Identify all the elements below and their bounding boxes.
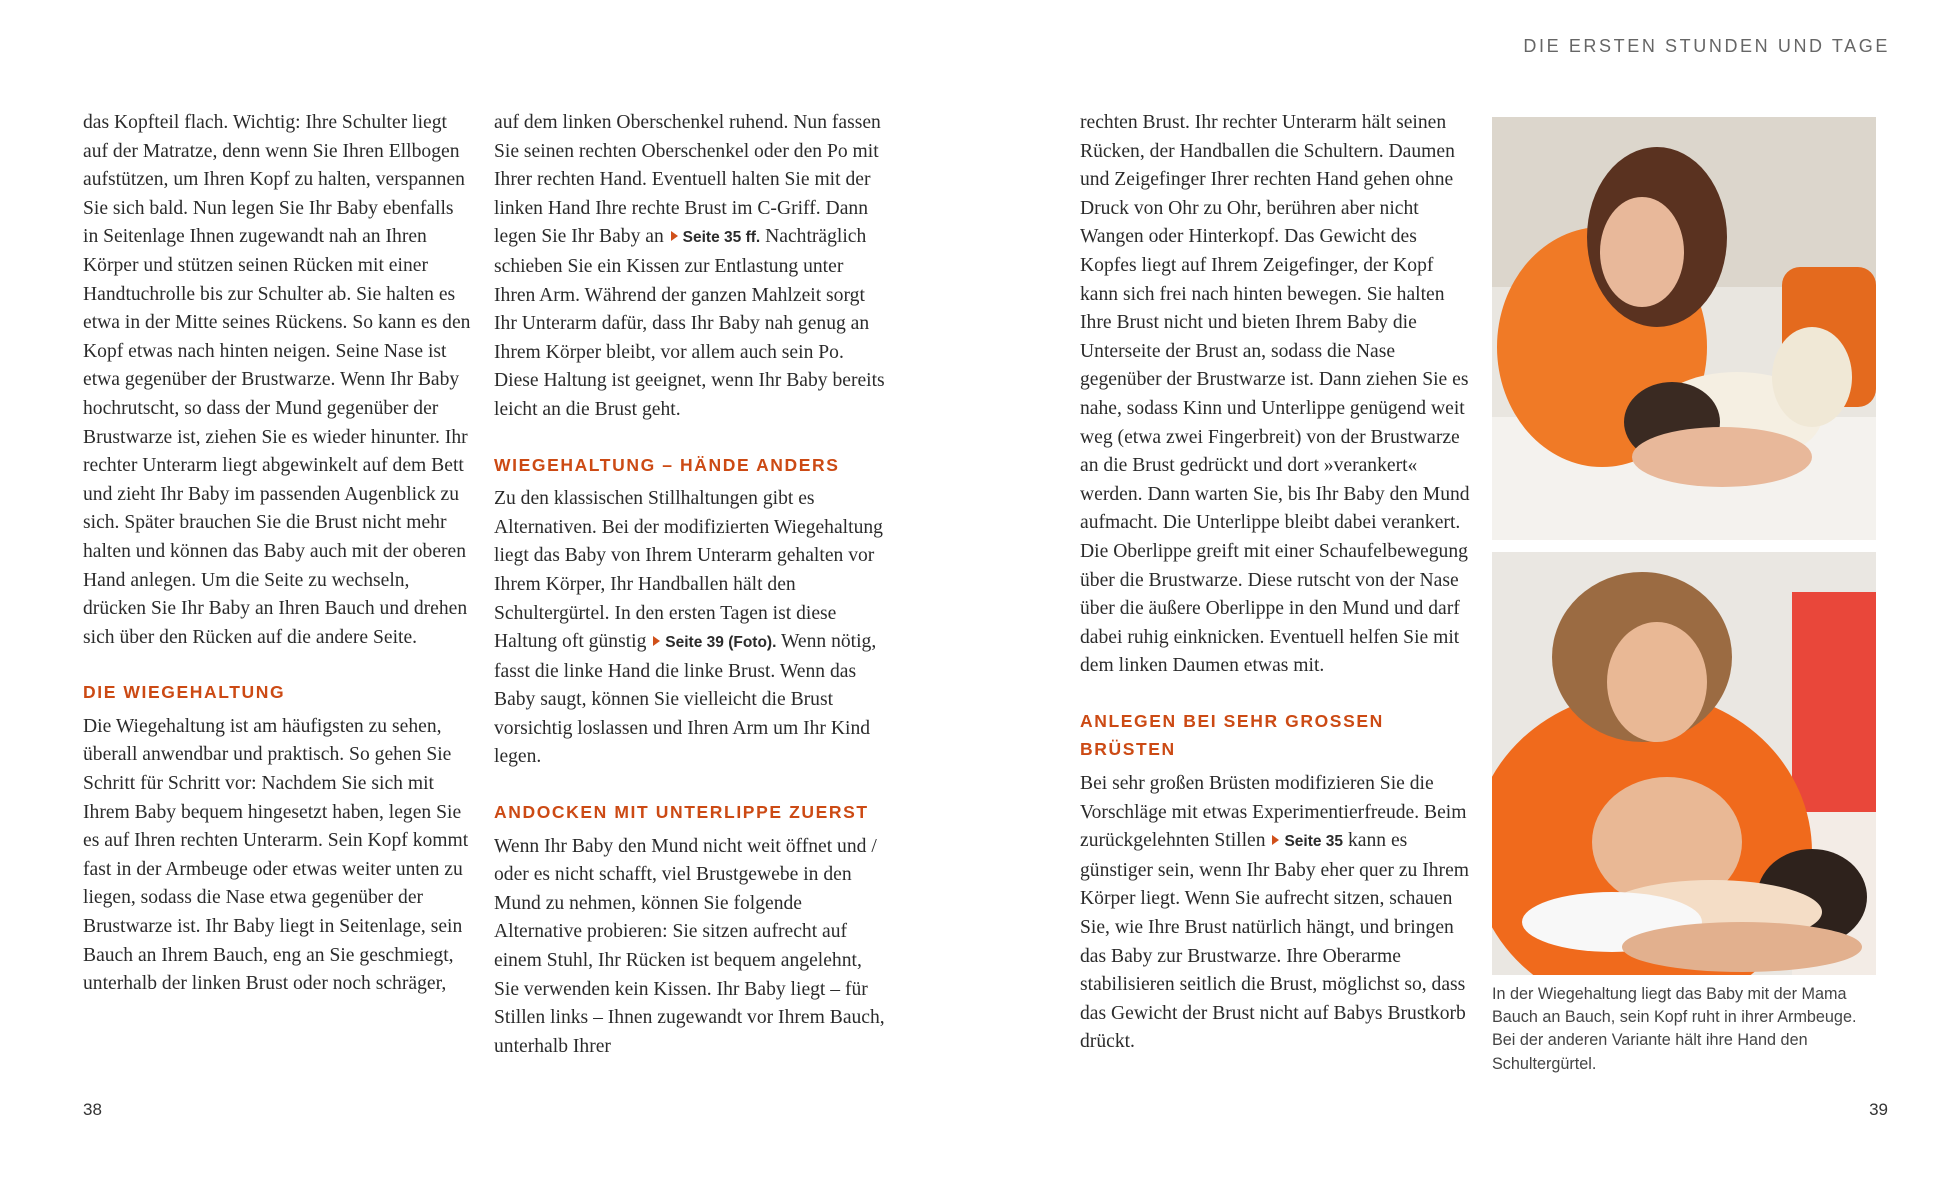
arrow-right-icon <box>1272 835 1279 845</box>
paragraph-text: Wenn nötig, fasst die linke Hand die linke Brust. Wenn das Baby saugt, können Sie vielleicht die Brust vorsichtig loslassen und Ihren Arm um Ihr Kind legen. <box>494 631 877 768</box>
mother-breastfeeding-image <box>1492 552 1876 975</box>
page-number-right: 39 <box>1869 1100 1888 1119</box>
paragraph-text: Nachträglich schieben Sie ein Kissen zur Entlastung unter Ihren Arm. Während der ganzen Mahlzeit sorgt Ihr Unterarm dafür, dass Ihr Baby nah genug an Ihrem Körper bleibt, vor allem auch sein Po. Diese Haltung ist geeignet, wenn Ihr Baby bereits leicht an die Brust geht. <box>494 226 885 420</box>
paragraph <box>1080 770 1472 1057</box>
section-heading: WIEGEHALTUNG – HÄNDE ANDERS <box>494 454 840 475</box>
photo-caption: In der Wiegehaltung liegt das Baby mit der Mama Bauch an Bauch, sein Kopf ruht in ihrer Armbeuge. Bei der anderen Variante hält ihre Hand den Schultergürtel. <box>1492 985 1857 1073</box>
paragraph: das Kopfteil flach. Wichtig: Ihre Schulter liegt auf der Matratze, denn wenn Sie Ihren Ellbogen aufstützen, um Ihren Kopf zu halten, verspannen Sie sich bald. Nun legen Sie Ihr Baby ebenfalls in Seitenlage Ihnen zugewandt nah an Ihren Körper und stützen seinen Rücken mit einer Handtuchrolle bis zur Schulter ab. Sie halten es etwa in der Mitte seines Rückens. So kann es den Kopf etwas nach hinten neigen. Seine Nase ist etwa gegenüber der Brustwarze. Wenn Ihr Baby hochrutscht, so dass der Mund gegenüber der Brustwarze ist, ziehen Sie es wieder hinunter. Ihr rechter Unterarm liegt abgewinkelt auf dem Bett und zieht Ihr Baby im passenden Augenblick zu sich. Später brauchen Sie die Brust nicht mehr halten und können das Baby auch mit der oberen Hand anlegen. Um die Seite zu wechseln, drücken Sie Ihr Baby an Ihren Bauch und drehen sich über den Rücken auf die andere Seite. <box>83 112 471 648</box>
section-heading: ANLEGEN BEI SEHR GROSSEN BRÜSTEN <box>1080 710 1384 760</box>
page-reference-link[interactable]: Seite 35 <box>1284 833 1344 851</box>
paragraph-text: Bei sehr großen Brüsten modifizieren Sie die Vorschläge mit etwas Experimentierfreude. Beim zurückgelehnten Stillen <box>1080 773 1467 852</box>
running-header: DIE ERSTEN STUNDEN UND TAGE <box>1523 36 1890 56</box>
page-reference-link[interactable]: Seite 39 (Foto). <box>665 634 777 652</box>
arrow-right-icon <box>671 231 678 241</box>
mother-breastfeeding-image <box>1492 117 1876 540</box>
section-heading: ANDOCKEN MIT UNTERLIPPE ZUERST <box>494 802 869 823</box>
paragraph-text: auf dem linken Oberschenkel ruhend. Nun fassen Sie seinen rechten Oberschenkel oder den Po mit Ihrer rechten Hand. Eventuell halten Sie mit der linken Hand Ihre rechte Brust im C-Griff. Dann legen Sie Ihr Baby an <box>494 112 881 248</box>
page-number-left: 38 <box>83 1100 102 1119</box>
text-column-left <box>83 109 473 999</box>
paragraph: Die Wiegehaltung ist am häufigsten zu sehen, überall anwendbar und praktisch. So gehen Sie Schritt für Schritt vor: Nachdem Sie sich mit Ihrem Baby bequem hingesetzt haben, legen Sie es auf Ihren rechten Unterarm. Sein Kopf kommt fast in der Armbeuge oder etwas weiter unten zu liegen, sodass die Nase etwa gegenüber der Brustwarze ist. Ihr Baby liegt in Seitenlage, sein Bauch an Ihrem Bauch, eng an Sie geschmiegt, unterhalb der linken Brust oder noch schräger, <box>83 715 469 995</box>
arrow-right-icon <box>653 636 660 646</box>
paragraph-text: kann es günstiger sein, wenn Ihr Baby eher quer zu Ihrem Körper liegt. Wenn Sie aufrecht sitzen, schauen Sie, wie Ihre Brust natürlich hängt, und bringen das Baby zur Brustwarze. Ihre Oberarme stabilisieren seitlich die Brust, möglichst so, dass das Gewicht der Brust nicht auf Babys Brustkorb drückt. <box>1080 830 1470 1053</box>
photo-cradle-hold <box>1492 117 1876 540</box>
paragraph-text: Zu den klassischen Stillhaltungen gibt es Alternativen. Bei der modifizierten Wiegehaltung liegt das Baby von Ihrem Unterarm gehalten vor Ihrem Körper, Ihr Handballen hält den Schultergürtel. In den ersten Tagen ist diese Haltung oft günstig <box>494 488 883 653</box>
text-column-middle <box>494 109 886 1061</box>
paragraph <box>494 485 886 772</box>
paragraph: Wenn Ihr Baby den Mund nicht weit öffnet und / oder es nicht schafft, viel Brustgewebe in den Mund zu nehmen, können Sie folgende Alternative probieren: Sie sitzen aufrecht auf einem Stuhl, Ihr Rücken ist bequem angelehnt, Sie verwenden kein Kissen. Ihr Baby liegt – für Stillen links – Ihnen zugewandt vor Ihrem Bauch, unterhalb Ihrer <box>494 835 885 1057</box>
text-column-right <box>1080 109 1472 1057</box>
section-heading: DIE WIEGEHALTUNG <box>83 682 286 703</box>
paragraph: rechten Brust. Ihr rechter Unterarm hält seinen Rücken, der Handballen die Schultern. Daumen und Zeigefinger Ihrer rechten Hand gehen ohne Druck von Ohr zu Ohr, berühren aber nicht Wangen oder Hinterkopf. Das Gewicht des Kopfes liegt auf Ihrem Zeigefinger, der Kopf kann sich frei nach hinten bewegen. Sie halten Ihre Brust nicht und bieten Ihrem Baby die Unterseite der Brust an, sodass die Nase gegenüber der Brustwarze ist. Dann ziehen Sie es nahe, sodass Kinn und Unterlippe genügend weit weg (etwa zwei Fingerbreit) von der Brustwarze an die Brust gedrückt und dort »verankert« werden. Dann warten Sie, bis Ihr Baby den Mund aufmacht. Die Unterlippe bleibt dabei verankert. Die Oberlippe greift mit einer Schaufelbewegung über die Brustwarze. Diese rutscht von der Nase über die äußere Oberlippe in den Mund und darf dabei ruhig einknicken. Eventuell helfen Sie mit dem linken Daumen etwas mit. <box>1080 112 1470 677</box>
paragraph <box>494 109 886 425</box>
page-reference-link[interactable]: Seite 35 ff. <box>682 229 761 247</box>
photo-modified-cradle-hold <box>1492 552 1876 975</box>
